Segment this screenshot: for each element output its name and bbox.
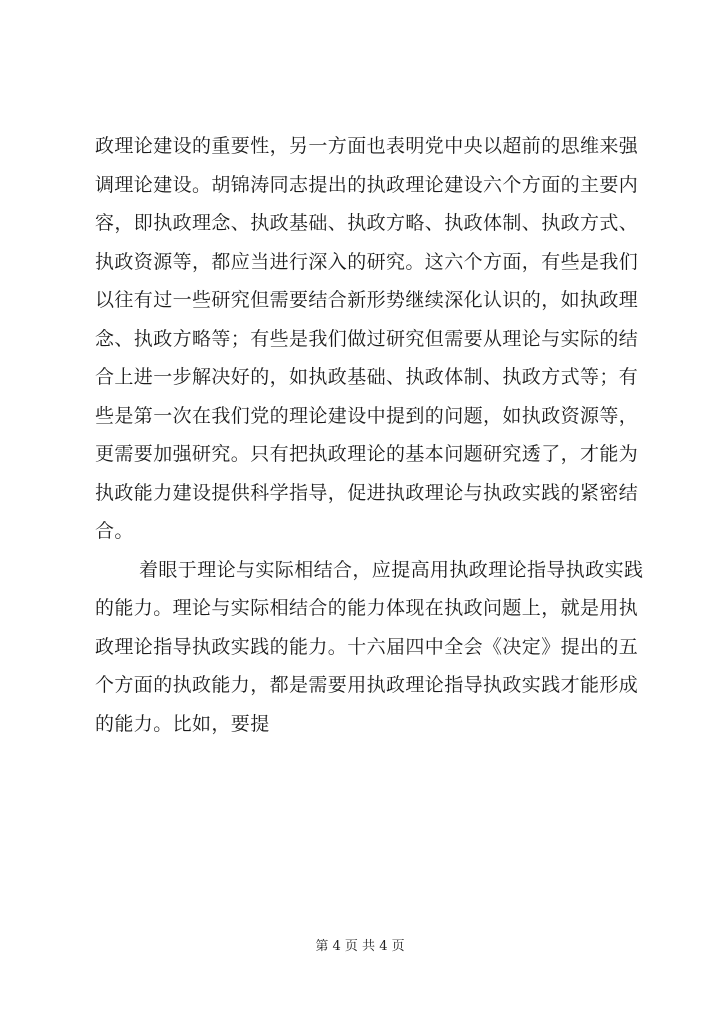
text-line: 容，即执政理念、执政基础、执政方略、执政体制、执政方式、 <box>95 212 639 234</box>
document-body <box>95 127 644 743</box>
page-number-footer: 第 4 页 共 4 页 <box>315 939 405 954</box>
text-line: 以往有过一些研究但需要结合新形势继续深化认识的，如执政理 <box>95 289 639 311</box>
text-line: 的能力。比如，要提 <box>95 712 270 735</box>
text-line: 个方面的执政能力，都是需要用执政理论指导执政实践才能形成 <box>95 674 639 696</box>
text-line: 些是第一次在我们党的理论建设中提到的问题，如执政资源等， <box>95 404 639 427</box>
text-line: 调理论建设。胡锦涛同志提出的执政理论建设六个方面的主要内 <box>95 173 639 196</box>
text-line: 更需要加强研究。只有把执政理论的基本问题研究透了，才能为 <box>95 443 639 465</box>
text-line: 政理论指导执政实践的能力。十六届四中全会《决定》提出的五 <box>95 635 639 658</box>
text-line: 合。 <box>95 520 134 542</box>
text-line: 执政资源等，都应当进行深入的研究。这六个方面，有些是我们 <box>95 250 639 273</box>
text-line: 念、执政方略等；有些是我们做过研究但需要从理论与实际的结 <box>95 327 639 350</box>
text-line: 合上进一步解决好的，如执政基础、执政体制、执政方式等；有 <box>95 366 639 388</box>
text-line: 执政能力建设提供科学指导，促进执政理论与执政实践的紧密结 <box>95 481 639 504</box>
text-line: 的能力。理论与实际相结合的能力体现在执政问题上，就是用执 <box>95 597 639 619</box>
text-line: 政理论建设的重要性，另一方面也表明党中央以超前的思维来强 <box>95 135 639 157</box>
paragraph-2 <box>95 551 644 744</box>
text-line: 着眼于理论与实际相结合，应提高用执政理论指导执政实践 <box>139 558 644 581</box>
paragraph-1 <box>95 127 639 551</box>
